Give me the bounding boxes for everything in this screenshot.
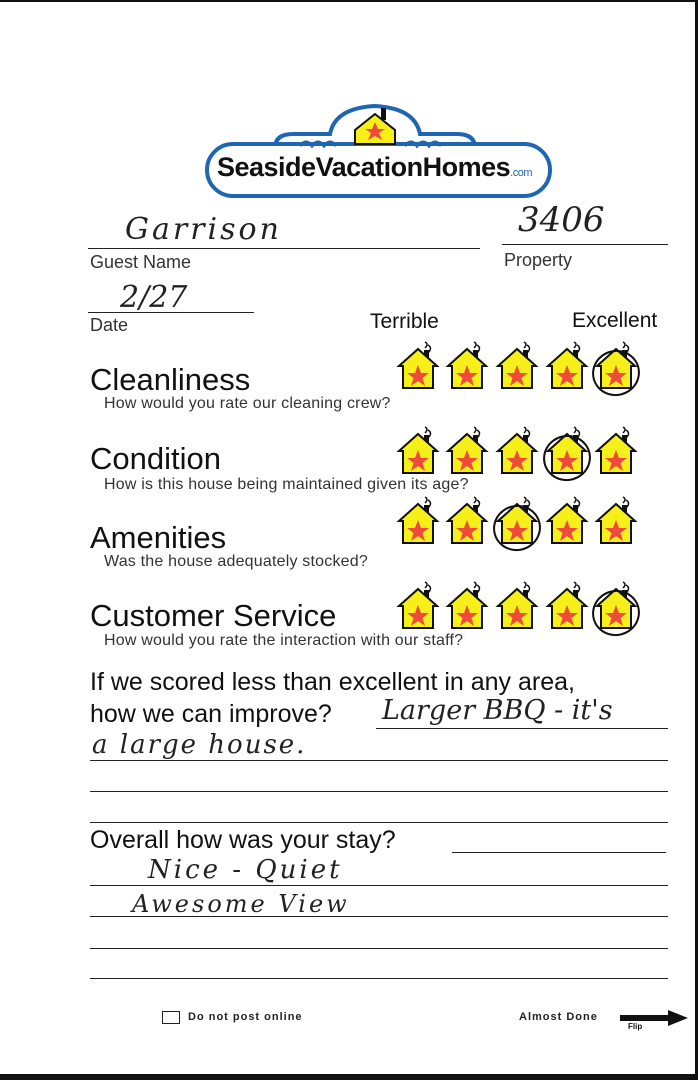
improve-prompt-line1: If we scored less than excellent in any area, bbox=[90, 668, 575, 696]
rating-title: Amenities bbox=[90, 520, 227, 555]
house-star-icon[interactable] bbox=[444, 495, 490, 545]
improve-answer-line1: Larger BBQ - it's bbox=[382, 695, 613, 726]
page-bottom-edge bbox=[0, 1074, 698, 1080]
house-star-icon[interactable] bbox=[593, 425, 639, 475]
date-line bbox=[88, 312, 254, 313]
guest-name-value: Garrison bbox=[125, 212, 282, 247]
house-star-icon[interactable] bbox=[395, 580, 441, 630]
house-star-icon[interactable] bbox=[444, 425, 490, 475]
rating-question: Was the house adequately stocked? bbox=[104, 553, 368, 570]
house-star-icon[interactable] bbox=[544, 340, 590, 390]
overall-answer-line1: Nice - Quiet bbox=[148, 855, 343, 885]
overall-answer-line2: Awesome View bbox=[132, 890, 350, 918]
improve-answer-line2: a large house. bbox=[92, 730, 307, 760]
rating-title: Customer Service bbox=[90, 598, 337, 633]
property-label: Property bbox=[504, 250, 573, 270]
guest-name-line bbox=[88, 248, 480, 249]
scale-low-label: Terrible bbox=[370, 310, 439, 333]
house-star-icon[interactable] bbox=[395, 340, 441, 390]
house-star-icon[interactable] bbox=[494, 425, 540, 475]
property-value: 3406 bbox=[518, 200, 605, 240]
improve-line-1 bbox=[376, 728, 668, 729]
flip-label: Flip bbox=[628, 1022, 643, 1031]
property-line bbox=[502, 244, 668, 245]
do-not-post-label: Do not post online bbox=[188, 1011, 303, 1023]
house-star-icon[interactable] bbox=[444, 340, 490, 390]
house-star-icon[interactable] bbox=[544, 580, 590, 630]
overall-line-5 bbox=[90, 978, 668, 979]
date-value: 2/27 bbox=[120, 280, 188, 315]
rating-question: How would you rate the interaction with our staff? bbox=[104, 632, 464, 649]
house-star-icon[interactable] bbox=[593, 495, 639, 545]
rating-question: How is this house being maintained given its age? bbox=[104, 476, 469, 493]
rating-question: How would you rate our cleaning crew? bbox=[104, 395, 391, 412]
brand-name: SeasideVacationHomes bbox=[217, 152, 511, 182]
improve-line-3 bbox=[90, 791, 668, 792]
overall-line-4 bbox=[90, 948, 668, 949]
logo-graphic bbox=[205, 100, 555, 200]
scale-high-label: Excellent bbox=[572, 309, 658, 332]
house-star-icon[interactable] bbox=[494, 580, 540, 630]
house-star-icon[interactable] bbox=[444, 580, 490, 630]
brand-tld: .com bbox=[510, 167, 532, 179]
rating-title: Cleanliness bbox=[90, 362, 251, 397]
improve-line-2 bbox=[90, 760, 668, 761]
do-not-post-checkbox[interactable] bbox=[162, 1011, 180, 1024]
overall-prompt: Overall how was your stay? bbox=[90, 826, 396, 854]
house-star-icon[interactable] bbox=[494, 340, 540, 390]
house-star-icon[interactable] bbox=[395, 425, 441, 475]
overall-line-1 bbox=[452, 852, 666, 853]
rating-title: Condition bbox=[90, 441, 221, 476]
almost-done-label: Almost Done bbox=[519, 1011, 598, 1023]
house-star-icon[interactable] bbox=[544, 495, 590, 545]
house-star-icon[interactable] bbox=[395, 495, 441, 545]
overall-line-2 bbox=[90, 885, 668, 886]
improve-line-4 bbox=[90, 822, 668, 823]
guest-name-label: Guest Name bbox=[90, 252, 192, 272]
overall-line-3 bbox=[90, 916, 668, 917]
date-label: Date bbox=[90, 315, 129, 335]
page-top-edge bbox=[0, 0, 698, 2]
improve-prompt-line2: how we can improve? bbox=[90, 700, 332, 728]
brand-logo bbox=[205, 100, 555, 200]
